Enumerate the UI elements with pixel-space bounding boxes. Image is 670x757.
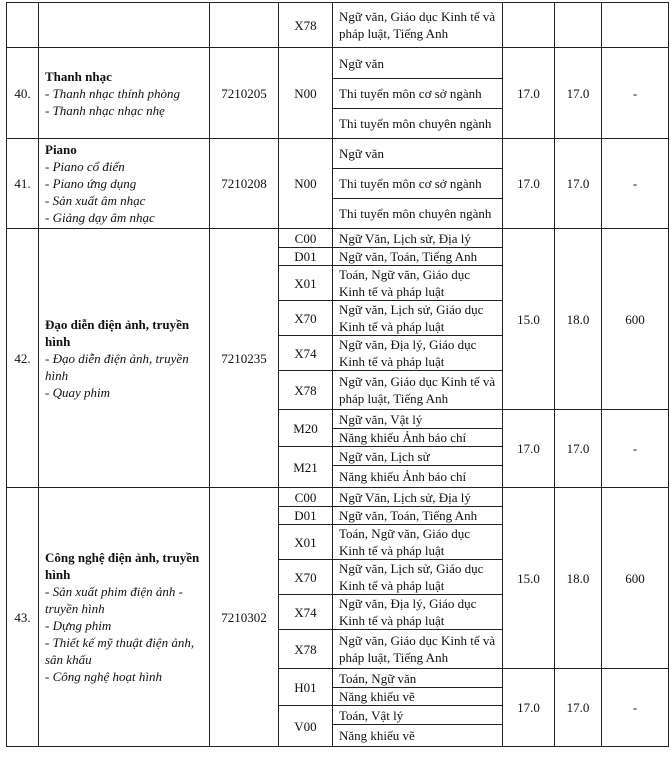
subject-cell: Toán, Ngữ văn, Giáo dục Kinh tế và pháp luật <box>333 266 503 301</box>
score-cell: 15.0 <box>503 488 555 669</box>
major-code: 7210205 <box>210 48 279 139</box>
score-cell: 17.0 <box>503 48 555 139</box>
row-number: 42. <box>7 229 39 488</box>
block-code: X78 <box>279 630 333 669</box>
table-row <box>7 488 669 507</box>
score-cell <box>503 3 555 48</box>
subject-cell: Ngữ văn, Toán, Tiếng Anh <box>333 248 503 266</box>
admission-table <box>6 2 669 747</box>
table-row <box>7 139 669 169</box>
quota-cell: - <box>602 48 669 139</box>
subject-cell: Ngữ văn, Giáo dục Kinh tế và pháp luật, Tiếng Anh <box>333 630 503 669</box>
specialization-item: - Sản xuất âm nhạc <box>45 193 146 208</box>
subject-cell: Toán, Vật lý <box>333 706 503 725</box>
subject-cell: Ngữ văn, Địa lý, Giáo dục Kinh tế và pháp luật <box>333 595 503 630</box>
subject-cell: Ngữ văn <box>333 139 503 169</box>
score-cell: 17.0 <box>503 669 555 747</box>
subject-cell: Thi tuyển môn chuyên ngành <box>333 109 503 139</box>
block-code: D01 <box>279 507 333 525</box>
subject-cell: Ngữ Văn, Lịch sử, Địa lý <box>333 488 503 507</box>
table-body <box>7 3 669 747</box>
score-cell <box>555 3 602 48</box>
major-code <box>210 3 279 48</box>
subject-cell: Ngữ văn, Lịch sử, Giáo dục Kinh tế và pháp luật <box>333 560 503 595</box>
block-code: M20 <box>279 410 333 447</box>
row-number: 40. <box>7 48 39 139</box>
block-code: N00 <box>279 48 333 139</box>
score-cell: 17.0 <box>503 139 555 229</box>
block-code: C00 <box>279 229 333 248</box>
score-cell: 18.0 <box>555 488 602 669</box>
subject-cell: Ngữ Văn, Lịch sử, Địa lý <box>333 229 503 248</box>
block-code: X74 <box>279 595 333 630</box>
specialization-item: - Công nghệ hoạt hình <box>45 669 162 684</box>
subject-cell: Toán, Ngữ văn <box>333 669 503 688</box>
specialization-item: - Piano ứng dụng <box>45 176 137 191</box>
subject-cell: Năng khiếu Ảnh báo chí <box>333 429 503 447</box>
subject-cell: Ngữ văn, Vật lý <box>333 410 503 429</box>
major-title: Đạo diễn điện ảnh, truyền hình <box>45 316 190 349</box>
quota-cell: - <box>602 139 669 229</box>
subject-cell: Ngữ văn, Lịch sử <box>333 447 503 466</box>
major-code: 7210302 <box>210 488 279 747</box>
block-code: N00 <box>279 139 333 229</box>
subject-cell: Ngữ văn, Địa lý, Giáo dục Kinh tế và pháp luật <box>333 336 503 371</box>
block-code: X74 <box>279 336 333 371</box>
block-code: C00 <box>279 488 333 507</box>
subject-cell: Ngữ văn, Toán, Tiếng Anh <box>333 507 503 525</box>
specialization-item: - Dựng phim <box>45 618 112 633</box>
score-cell: 17.0 <box>503 410 555 488</box>
major-cell <box>39 229 210 488</box>
score-cell: 15.0 <box>503 229 555 410</box>
score-cell: 17.0 <box>555 669 602 747</box>
major-cell <box>39 48 210 139</box>
major-title: Piano <box>45 142 77 157</box>
subject-cell: Ngữ văn, Giáo dục Kinh tế và pháp luật, Tiếng Anh <box>333 371 503 410</box>
major-cell <box>39 139 210 229</box>
block-code: D01 <box>279 248 333 266</box>
score-cell: 18.0 <box>555 229 602 410</box>
specialization-item: - Giảng dạy âm nhạc <box>45 210 155 225</box>
subject-cell: Năng khiếu vẽ <box>333 688 503 706</box>
subject-cell: Năng khiếu Ảnh báo chí <box>333 466 503 488</box>
row-number <box>7 3 39 48</box>
specialization-item: - Quay phim <box>45 384 110 400</box>
major-cell <box>39 3 210 48</box>
row-number: 43. <box>7 488 39 747</box>
specialization-item: - Sản xuất phim điện ảnh - truyền hình <box>45 584 183 616</box>
quota-cell <box>602 3 669 48</box>
subject-cell: Ngữ văn, Lịch sử, Giáo dục Kinh tế và pháp luật <box>333 301 503 336</box>
block-code: X78 <box>279 371 333 410</box>
quota-cell: 600 <box>602 488 669 669</box>
quota-cell: 600 <box>602 229 669 410</box>
block-code: X01 <box>279 266 333 301</box>
subject-cell: Ngữ văn <box>333 48 503 79</box>
specialization-item: - Thiết kế mỹ thuật điện ảnh, sân khấu <box>45 635 195 667</box>
major-code: 7210208 <box>210 139 279 229</box>
quota-cell: - <box>602 410 669 488</box>
major-code: 7210235 <box>210 229 279 488</box>
table-row <box>7 3 669 48</box>
row-number: 41. <box>7 139 39 229</box>
block-code: X70 <box>279 560 333 595</box>
subject-cell: Thi tuyển môn chuyên ngành <box>333 199 503 229</box>
block-code: X78 <box>279 3 333 48</box>
subject-cell: Thi tuyển môn cơ sở ngành <box>333 79 503 109</box>
specialization-item: - Đạo diễn điện ảnh, truyền hình <box>45 350 189 383</box>
specialization-item: - Thanh nhạc nhạc nhẹ <box>45 102 165 118</box>
subject-cell: Ngữ văn, Giáo dục Kinh tế và pháp luật, Tiếng Anh <box>333 3 503 48</box>
table-row <box>7 48 669 79</box>
block-code: V00 <box>279 706 333 747</box>
block-code: H01 <box>279 669 333 706</box>
block-code: X70 <box>279 301 333 336</box>
table-row <box>7 229 669 248</box>
block-code: M21 <box>279 447 333 488</box>
major-cell <box>39 488 210 747</box>
subject-cell: Năng khiếu vẽ <box>333 725 503 747</box>
subject-cell: Toán, Ngữ văn, Giáo dục Kinh tế và pháp luật <box>333 525 503 560</box>
major-title: Thanh nhạc <box>45 68 112 84</box>
specialization-item: - Thanh nhạc thính phòng <box>45 85 181 101</box>
specialization-item: - Piano cổ điển <box>45 159 125 174</box>
score-cell: 17.0 <box>555 139 602 229</box>
score-cell: 17.0 <box>555 410 602 488</box>
score-cell: 17.0 <box>555 48 602 139</box>
major-title: Công nghệ điện ảnh, truyền hình <box>45 550 200 582</box>
block-code: X01 <box>279 525 333 560</box>
quota-cell: - <box>602 669 669 747</box>
subject-cell: Thi tuyển môn cơ sở ngành <box>333 169 503 199</box>
